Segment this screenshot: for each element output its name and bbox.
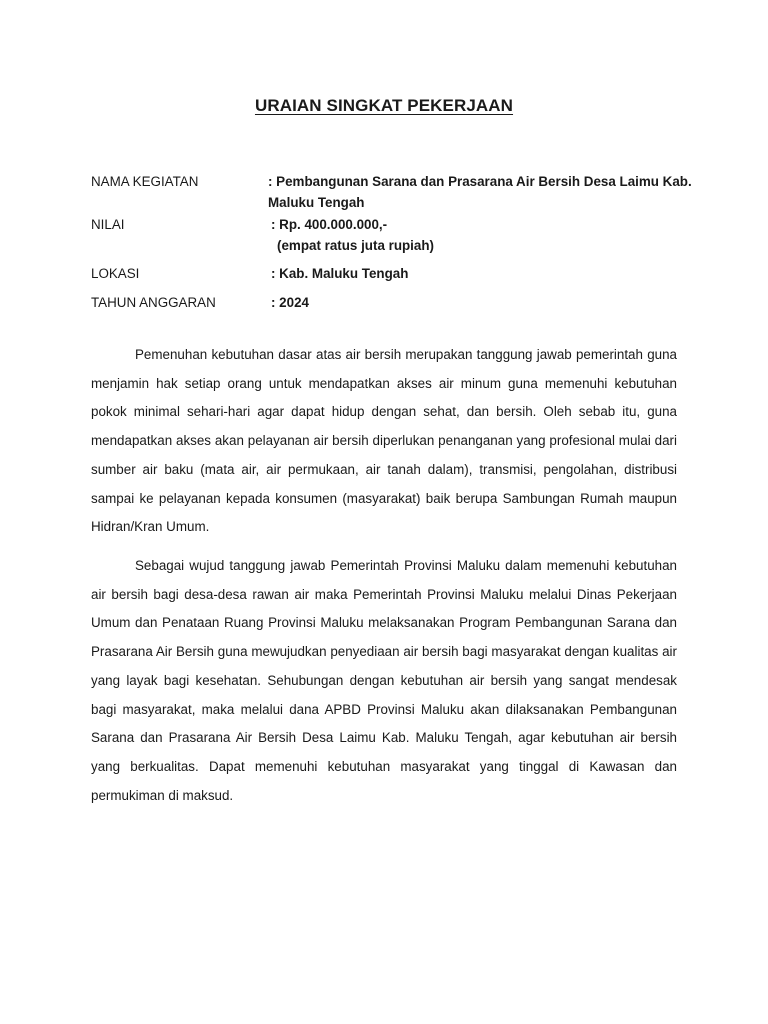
document-title: URAIAN SINGKAT PEKERJAAN	[254, 96, 514, 115]
info-value-tahun-anggaran: : 2024	[271, 295, 309, 310]
info-label-lokasi: LOKASI	[91, 266, 140, 281]
info-label-nilai: NILAI	[91, 217, 125, 232]
info-label-nama-kegiatan: NAMA KEGIATAN	[91, 174, 199, 189]
body-paragraph: Sebagai wujud tanggung jawab Pemerintah Provinsi Maluku dalam memenuhi kebutuhan air bersih bagi desa-desa rawan air maka Pemerintah Provinsi Maluku melalui Dinas Pekerjaan Umum dan Penataan Ruang Provinsi Maluku melaksanakan Program Pembangunan Sarana dan Prasarana Air Bersih guna mewujudkan penyediaan air bersih bagi masyarakat dengan kualitas air yang layak bagi kesehatan. Sehubungan dengan kebutuhan air bersih yang sangat mendesak bagi masyarakat, maka melalui dana APBD Provinsi Maluku akan dilaksanakan Pembangunan Sarana dan Prasarana Air Bersih Desa Laimu Kab. Maluku Tengah, agar kebutuhan air bersih yang berkualitas. Dapat memenuhi kebutuhan masyarakat yang tinggal di Kawasan dan permukiman di maksud.	[91, 558, 677, 803]
info-value-nilai-terbilang: (empat ratus juta rupiah)	[277, 238, 434, 253]
info-value-nilai: : Rp. 400.000.000,-	[271, 217, 388, 232]
info-value-nama-kegiatan: : Pembangunan Sarana dan Prasarana Air Bersih Desa Laimu Kab.	[268, 174, 692, 189]
info-value-lokasi: : Kab. Maluku Tengah	[271, 266, 409, 281]
info-value-nama-kegiatan-cont: Maluku Tengah	[268, 195, 365, 210]
body-paragraph: Pemenuhan kebutuhan dasar atas air bersih merupakan tanggung jawab pemerintah guna menjamin hak setiap orang untuk mendapatkan akses air minum guna memenuhi kebutuhan pokok minimal sehari-hari agar dapat hidup dengan sehat, dan bersih. Oleh sebab itu, guna mendapatkan akses akan pelayanan air bersih diperlukan penanganan yang profesional mulai dari sumber air baku (mata air, air permukaan, air tanah dalam), transmisi, pengolahan, distribusi sampai ke pelayanan kepada konsumen (masyarakat) baik berupa Sambungan Rumah maupun Hidran/Kran Umum.	[91, 347, 677, 535]
info-label-tahun-anggaran: TAHUN ANGGARAN	[91, 295, 216, 310]
